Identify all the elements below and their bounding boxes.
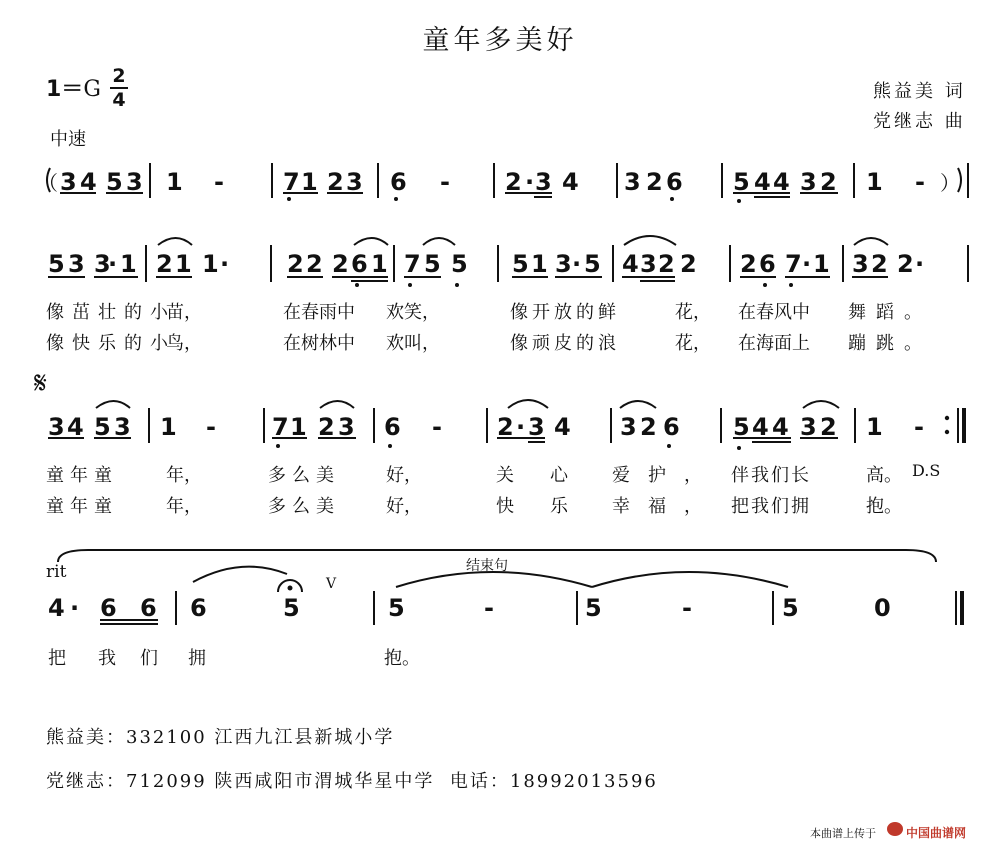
ending-lyric-1: 把 (48, 648, 66, 669)
verse2-lyric-6: 花， (675, 333, 711, 354)
svg-text:6: 6 (384, 413, 401, 441)
svg-text:7: 7 (785, 250, 802, 278)
svg-text:2: 2 (156, 250, 173, 278)
chorus2-lyric-6: 幸福， (612, 496, 720, 517)
svg-text:3: 3 (624, 168, 641, 196)
ds-marking: D.S (912, 461, 941, 480)
svg-text:2: 2 (306, 250, 323, 278)
ending-lyric-4: 拥 (188, 648, 206, 669)
svg-text:1: 1 (531, 250, 548, 278)
svg-text:4: 4 (752, 413, 769, 441)
meter-bottom: 4 (112, 89, 126, 111)
svg-text:2: 2 (646, 168, 663, 196)
svg-text:·: · (516, 413, 526, 441)
chorus1-lyric-8: 高。 (866, 465, 902, 486)
svg-text:6: 6 (666, 168, 683, 196)
svg-text:0: 0 (874, 594, 891, 622)
svg-text:3: 3 (852, 250, 869, 278)
svg-text:4: 4 (622, 250, 639, 278)
svg-text:2: 2 (287, 250, 304, 278)
breath-mark: V (326, 576, 337, 592)
page-title: 童年多美好 (422, 25, 578, 56)
svg-text:-: - (214, 168, 224, 196)
chorus2-lyric-2: 年， (166, 496, 202, 517)
svg-text:5: 5 (48, 250, 65, 278)
svg-text:3: 3 (800, 168, 817, 196)
svg-text:5: 5 (733, 168, 750, 196)
svg-text:1: 1 (175, 250, 192, 278)
svg-text:5: 5 (106, 168, 123, 196)
svg-text:·: · (108, 250, 118, 278)
verse2-lyric-7: 在海面上 (738, 333, 810, 354)
svg-text:6: 6 (663, 413, 680, 441)
svg-text:3: 3 (338, 413, 355, 441)
svg-text:3: 3 (114, 413, 131, 441)
svg-text:2: 2 (332, 250, 349, 278)
svg-text:-: - (206, 413, 216, 441)
svg-text:2: 2 (897, 250, 914, 278)
chorus1-lyric-6: 爱护， (612, 465, 720, 486)
svg-text:（: （ (38, 171, 58, 195)
chorus1-lyric-7: 伴我们长 (731, 465, 811, 486)
verse2-lyric-5: 像顽皮的浪 (510, 333, 620, 354)
svg-text:5: 5 (512, 250, 529, 278)
svg-text:7: 7 (272, 413, 289, 441)
key-note: G (83, 77, 101, 102)
verse1-lyric-6: 花， (675, 302, 711, 323)
svg-text:4: 4 (48, 594, 65, 622)
verse1-lyric-1: 像茁壮的小 (46, 302, 176, 323)
phrase-label: 结束句 (466, 558, 508, 574)
svg-text:6: 6 (351, 250, 368, 278)
chorus1-lyric-2: 年， (166, 465, 202, 486)
verse1-lyric-8: 舞蹈。 (848, 302, 932, 323)
chorus1-lyric-1: 童年童 (46, 465, 118, 486)
verse2-lyric-8: 蹦跳。 (848, 333, 932, 354)
composer-credit: 党继志 曲 (873, 111, 966, 132)
svg-text:·: · (525, 168, 535, 196)
svg-text:-: - (440, 168, 450, 196)
svg-text:2: 2 (820, 413, 837, 441)
verse1-lyric-7: 在春风中 (738, 302, 810, 323)
svg-text:2: 2 (740, 250, 757, 278)
footer-composer-address: 党继志：712099 陕西咸阳市渭城华星中学 电话：18992013596 (46, 771, 658, 792)
svg-text:3: 3 (126, 168, 143, 196)
svg-text:1: 1 (202, 250, 219, 278)
svg-text:1: 1 (371, 250, 388, 278)
chorus2-lyric-5: 快乐 (496, 496, 604, 517)
ending-lyric-3: 们 (140, 648, 158, 669)
svg-text:3: 3 (68, 250, 85, 278)
svg-text:6: 6 (140, 594, 157, 622)
svg-text:2: 2 (327, 168, 344, 196)
chorus2-lyric-7: 把我们拥 (731, 496, 811, 517)
segno-sign: 𝄋 (34, 366, 47, 401)
svg-text:1: 1 (166, 168, 183, 196)
verse2-lyric-1: 像快乐的小 (46, 333, 176, 354)
ending-lyric-2: 我 (98, 648, 116, 669)
svg-text:3: 3 (535, 168, 552, 196)
rit-marking: rit (46, 562, 67, 582)
chorus1-lyric-3: 多么美 (268, 465, 340, 486)
svg-text:1: 1 (301, 168, 318, 196)
footer-lyricist-address: 熊益美：332100 江西九江县新城小学 (46, 727, 395, 748)
svg-text:2: 2 (640, 413, 657, 441)
svg-text:·: · (802, 250, 812, 278)
svg-text:4: 4 (754, 168, 771, 196)
svg-text:3: 3 (555, 250, 572, 278)
svg-text:6: 6 (190, 594, 207, 622)
meter-top: 2 (112, 65, 126, 87)
svg-text:5: 5 (94, 413, 111, 441)
svg-text:4: 4 (554, 413, 571, 441)
svg-text:-: - (914, 413, 924, 441)
tempo-marking: 中速 (50, 129, 86, 150)
svg-text:6: 6 (390, 168, 407, 196)
svg-text:5: 5 (424, 250, 441, 278)
svg-text:3: 3 (640, 250, 657, 278)
svg-text:·: · (572, 250, 582, 278)
chorus2-lyric-3: 多么美 (268, 496, 340, 517)
verse2-lyric-4: 欢叫， (386, 333, 440, 354)
svg-text:1: 1 (866, 413, 883, 441)
svg-text:2: 2 (871, 250, 888, 278)
svg-text:2: 2 (318, 413, 335, 441)
verse1-lyric-2: 苗， (166, 302, 202, 323)
svg-text:·: · (220, 250, 230, 278)
svg-text:2: 2 (680, 250, 697, 278)
ending-lyric-5: 抱。 (384, 648, 420, 669)
svg-text:-: - (682, 594, 692, 622)
verse2-lyric-3: 在树林中 (283, 333, 355, 354)
svg-text:3: 3 (94, 250, 111, 278)
svg-text:5: 5 (585, 594, 602, 622)
svg-text:3: 3 (528, 413, 545, 441)
svg-text:5: 5 (388, 594, 405, 622)
svg-text:2: 2 (658, 250, 675, 278)
svg-text:1: 1 (290, 413, 307, 441)
svg-text:·: · (915, 250, 925, 278)
svg-text:-: - (915, 168, 925, 196)
svg-text:7: 7 (404, 250, 421, 278)
svg-text:6: 6 (100, 594, 117, 622)
lyricist-credit: 熊益美 词 (873, 81, 966, 102)
svg-text:4: 4 (562, 168, 579, 196)
svg-text:3: 3 (60, 168, 77, 196)
svg-text:5: 5 (584, 250, 601, 278)
svg-text:2: 2 (497, 413, 514, 441)
site-logo-icon (887, 822, 903, 836)
svg-text:5: 5 (451, 250, 468, 278)
svg-text:1: 1 (866, 168, 883, 196)
svg-text:5: 5 (733, 413, 750, 441)
svg-text:7: 7 (283, 168, 300, 196)
svg-text:4: 4 (80, 168, 97, 196)
svg-text:）: ） (940, 171, 960, 195)
svg-text:3: 3 (800, 413, 817, 441)
chorus1-lyric-5: 关心 (496, 465, 604, 486)
svg-text:2: 2 (505, 168, 522, 196)
chorus2-lyric-1: 童年童 (46, 496, 118, 517)
svg-text:3: 3 (48, 413, 65, 441)
svg-text:·: · (70, 594, 80, 622)
svg-text:4: 4 (67, 413, 84, 441)
svg-text:3: 3 (346, 168, 363, 196)
chorus2-lyric-4: 好， (386, 496, 422, 517)
svg-text:5: 5 (782, 594, 799, 622)
verse1-lyric-4: 欢笑， (386, 302, 440, 323)
site-logo-text[interactable]: 中国曲谱网 (906, 826, 967, 840)
key-prefix: 1＝ (46, 77, 84, 102)
svg-text:4: 4 (773, 168, 790, 196)
verse1-lyric-5: 像开放的鲜 (510, 302, 620, 323)
svg-text:5: 5 (283, 594, 300, 622)
chorus2-lyric-8: 抱。 (866, 496, 902, 517)
svg-text:1: 1 (160, 413, 177, 441)
verse1-lyric-3: 在春雨中 (283, 302, 355, 323)
verse2-lyric-2: 鸟， (166, 333, 202, 354)
svg-text:1: 1 (813, 250, 830, 278)
svg-text:2: 2 (820, 168, 837, 196)
svg-text:4: 4 (772, 413, 789, 441)
svg-text:3: 3 (620, 413, 637, 441)
svg-text:-: - (484, 594, 494, 622)
chorus1-lyric-4: 好， (386, 465, 422, 486)
svg-text:-: - (432, 413, 442, 441)
source-note: 本曲谱上传于 (810, 827, 876, 840)
svg-text:1: 1 (120, 250, 137, 278)
svg-text:6: 6 (759, 250, 776, 278)
